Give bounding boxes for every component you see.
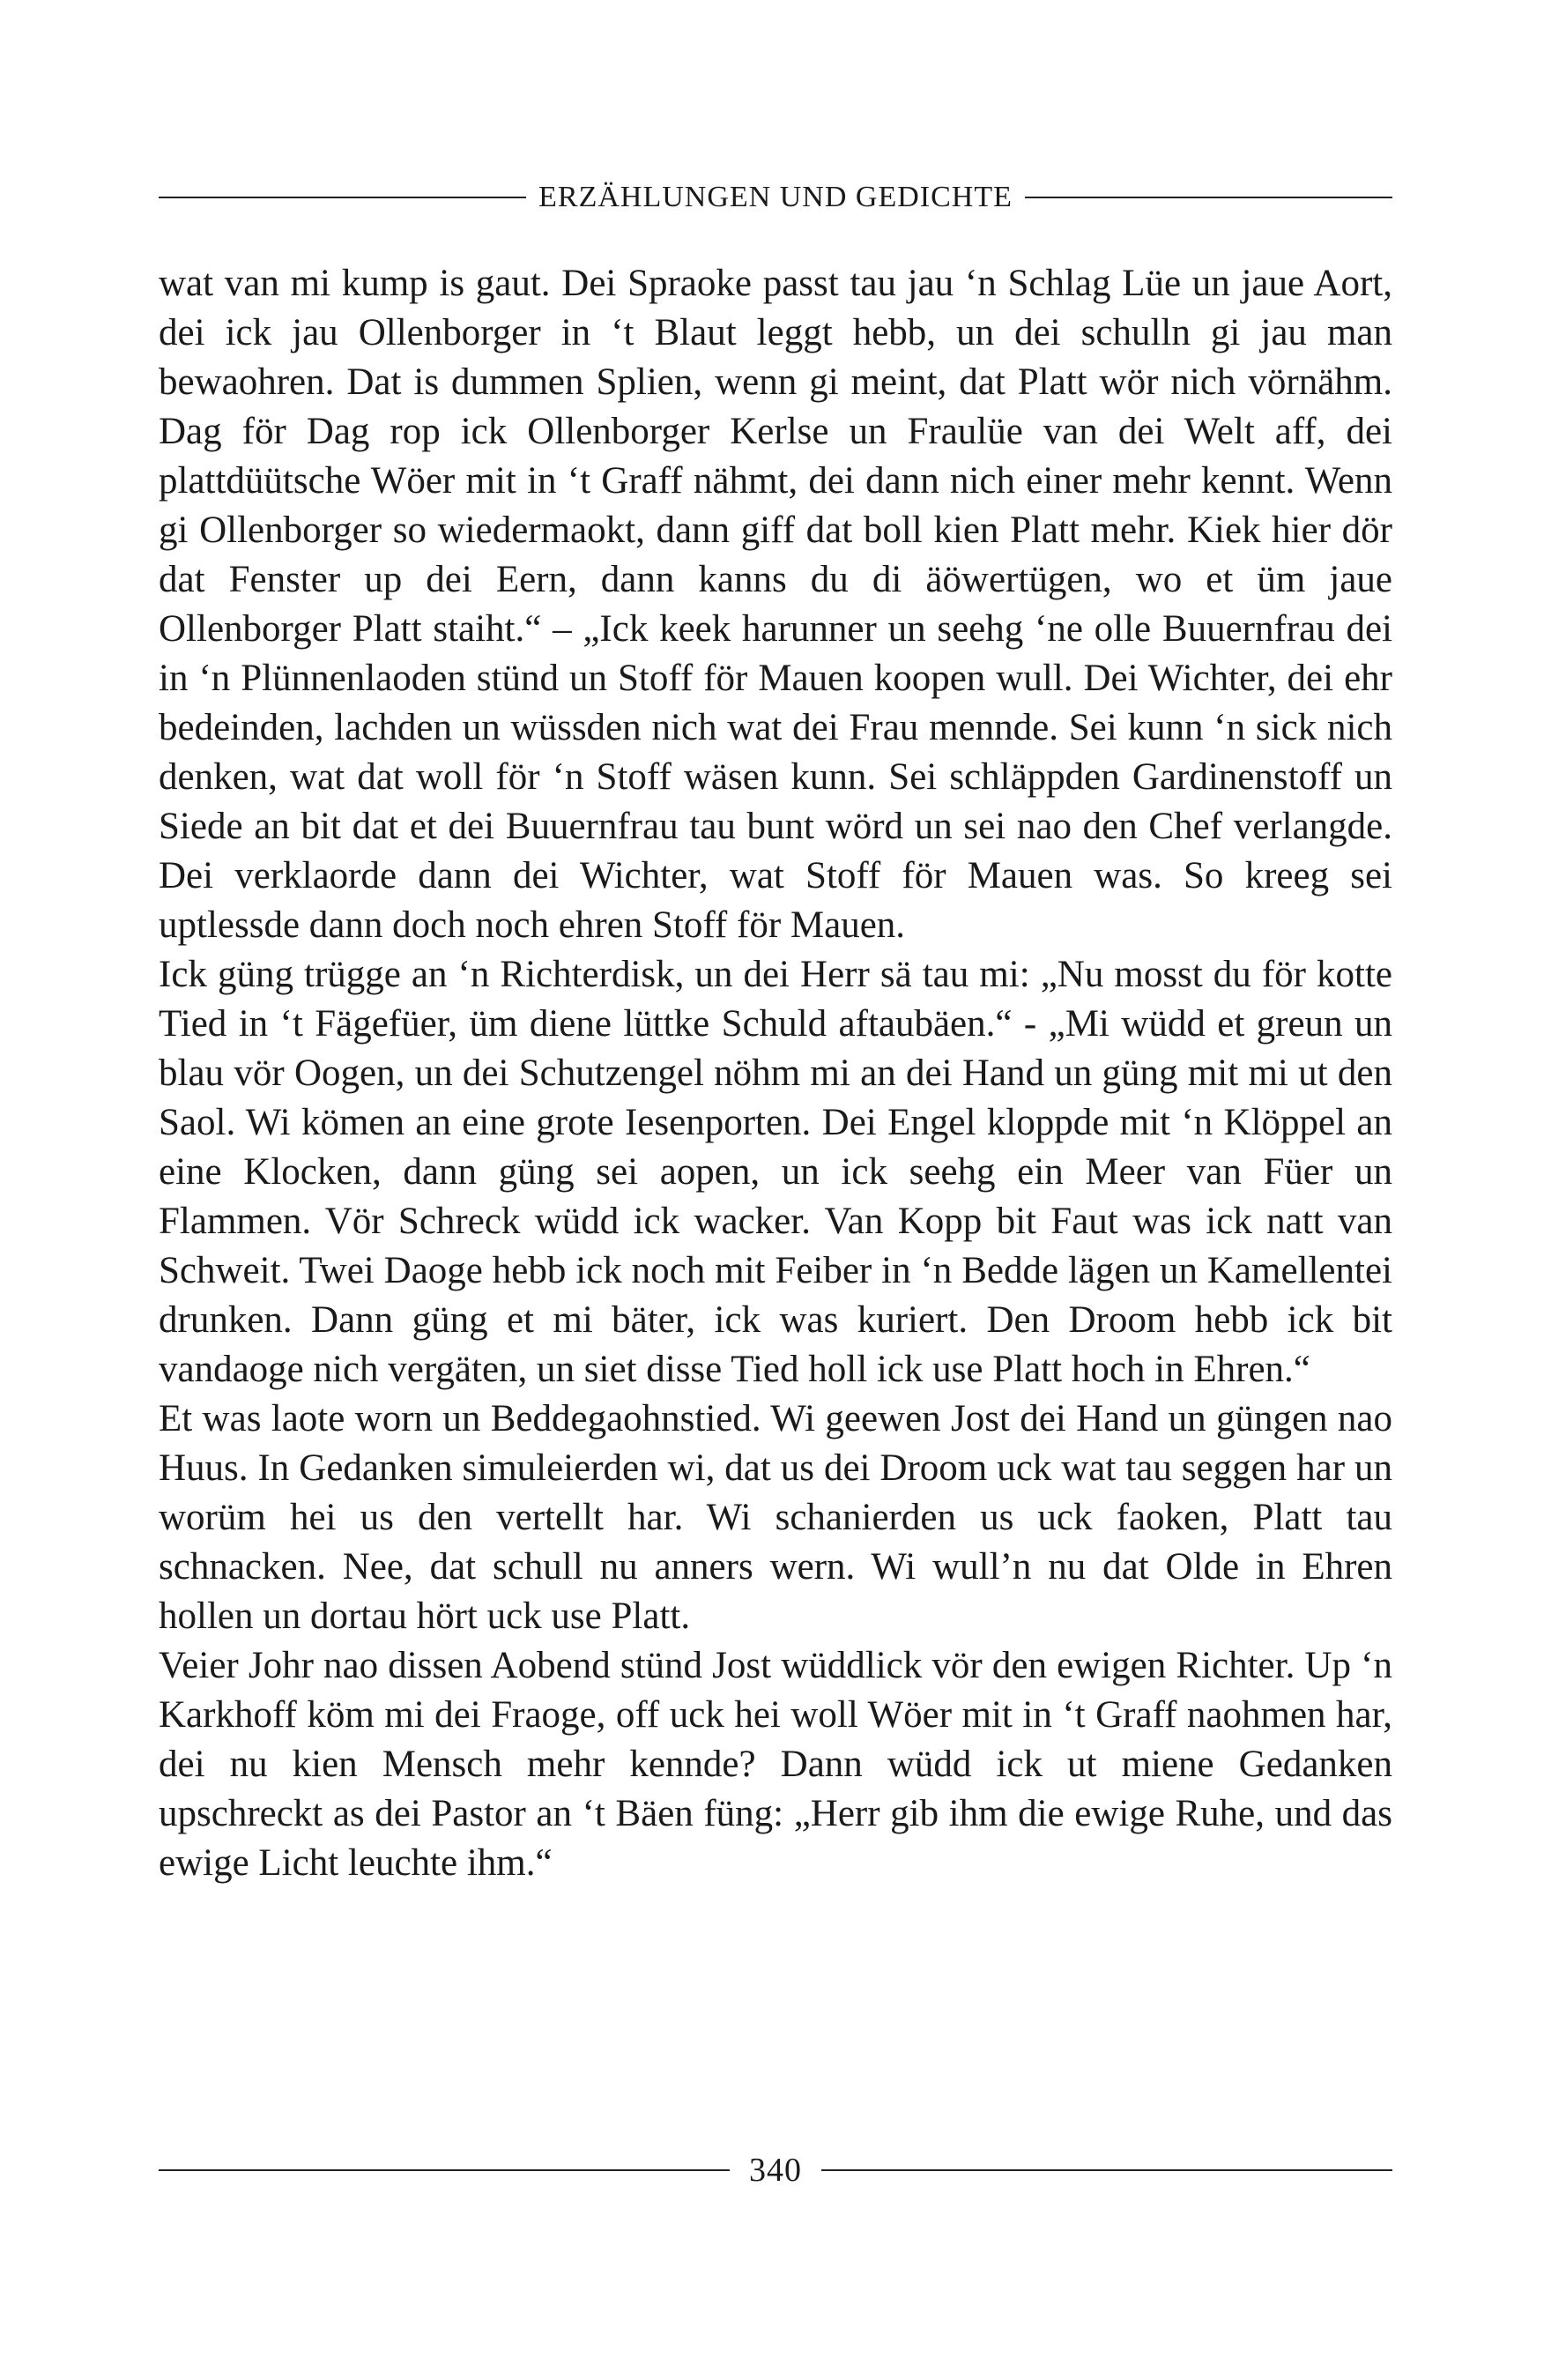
paragraph-4: Veier Johr nao dissen Aobend stünd Jost wüddlick vör den ewigen Richter. Up ‘n Karkhoff köm mi dei Fraoge, off uck hei woll Wöer mit in ‘t Graff naohmen har, dei nu kien Mensch mehr kennde? Dann wüdd ick ut miene Gedanken upschreckt as dei Pastor an ‘t Bäen füng: „Herr gib ihm die ewige Ruhe, und das ewige Licht leuchte ihm.“ — [159, 1645, 1392, 1884]
header-rule-right — [1025, 197, 1392, 198]
footer-rule-right — [821, 2169, 1392, 2171]
paragraph-3: Et was laote worn un Beddegaohnstied. Wi geewen Jost dei Hand un güngen nao Huus. In Gedanken simuleierden wi, dat us dei Droom uck wat tau seggen har un worüm hei us den vertellt har. Wi schanierden us uck faoken, Platt tau schnacken. Nee, dat schull nu anners wern. Wi wull’n nu dat Olde in Ehren hollen un dortau hört uck use Platt. — [159, 1398, 1392, 1637]
page-footer — [159, 2151, 1392, 2190]
page-number: 340 — [749, 2152, 802, 2189]
running-header-title: ERZÄHLUNGEN UND GEDICHTE — [538, 181, 1013, 213]
footer-rule-left — [159, 2169, 730, 2171]
paragraph-1: wat van mi kump is gaut. Dei Spraoke passt tau jau ‘n Schlag Lüe un jaue Aort, dei ick jau Ollenborger in ‘t Blaut leggt hebb, un dei schulln gi jau man bewaohren. Dat is dummen Splien, wenn gi meint, dat Platt wör nich vörnähm. Dag för Dag rop ick Ollenborger Kerlse un Fraulüe van dei Welt aff, dei plattdüütsche Wöer mit in ‘t Graff nähmt, dei dann nich einer mehr kennt. Wenn gi Ollenborger so wiedermaokt, dann giff dat boll kien Platt mehr. Kiek hier dör dat Fenster up dei Eern, dann kanns du di äöwertügen, wo et üm jaue Ollenborger Platt staiht.“ – „Ick keek harunner un seehg ‘ne olle Buuernfrau dei in ‘n Plünnenlaoden stünd un Stoff för Mauen koopen wull. Dei Wichter, dei ehr bedeinden, lachden un wüssden nich wat dei Frau mennde. Sei kunn ‘n sick nich denken, wat dat woll för ‘n Stoff wäsen kunn. Sei schläppden Gardinenstoff un Siede an bit dat et dei Buuernfrau tau bunt wörd un sei nao den Chef verlangde. Dei verklaorde dann dei Wichter, wat Stoff för Mauen was. So kreeg sei uptlessde dann doch noch ehren Stoff för Mauen. — [159, 263, 1392, 946]
running-header — [159, 181, 1392, 214]
body-text — [159, 259, 1392, 1888]
header-rule-left — [159, 197, 526, 198]
paragraph-2: Ick güng trügge an ‘n Richterdisk, un dei Herr sä tau mi: „Nu mosst du för kotte Tied in ‘t Fägefüer, üm diene lüttke Schuld aftaubäen.“ - „Mi wüdd et greun un blau vör Oogen, un dei Schutzengel nöhm mi an dei Hand un güng mit mi ut den Saol. Wi kömen an eine grote Iesenporten. Dei Engel kloppde mit ‘n Klöppel an eine Klocken, dann güng sei aopen, un ick seehg ein Meer van Füer un Flammen. Vör Schreck wüdd ick wacker. Van Kopp bit Faut was ick natt van Schweit. Twei Daoge hebb ick noch mit Feiber in ‘n Bedde lägen un Kamellentei drunken. Dann güng et mi bäter, ick was kuriert. Den Droom hebb ick bit vandaoge nich vergäten, un siet disse Tied holl ick use Platt hoch in Ehren.“ — [159, 954, 1392, 1390]
